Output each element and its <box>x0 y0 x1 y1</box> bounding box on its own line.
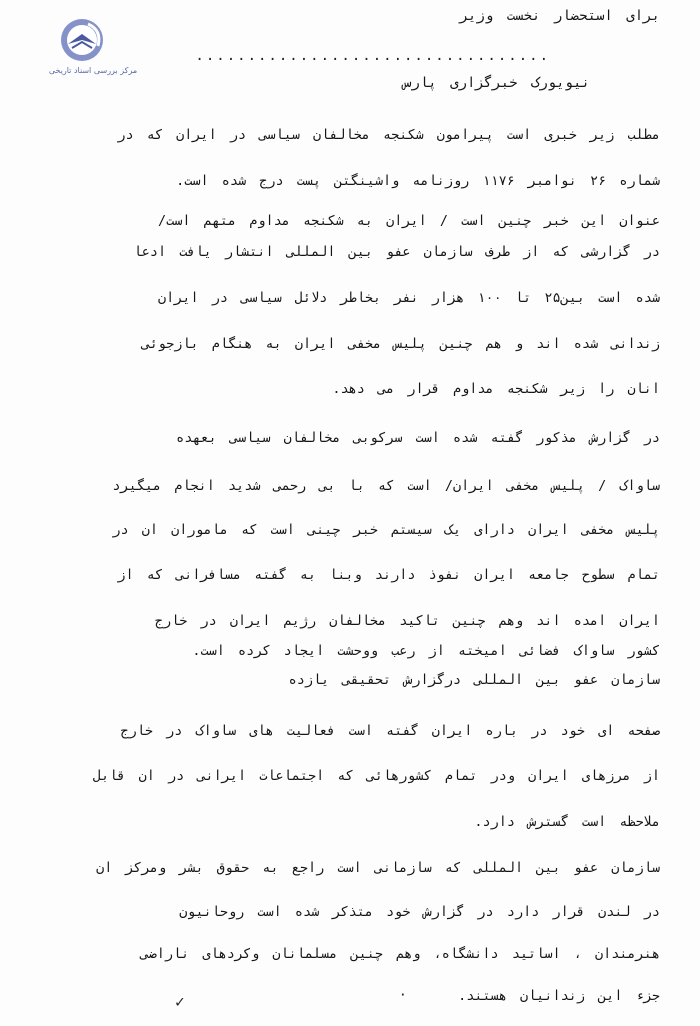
body-line: عنوان این خبر چنین است / ایران به شکنجه مداوم متهم است/ <box>157 213 660 229</box>
body-line: در گزارشی که از طرف سازمان عفو بین المللی انتشار یافت ادعا <box>133 244 660 260</box>
margin-check-mark: ✓ <box>175 992 185 1011</box>
body-line: انان را زیر شکنجه مداوم قرار می دهد. <box>332 381 660 397</box>
source-line: نیویورک خبرگزاری پارس <box>402 75 590 91</box>
body-line: ملاحظه است گسترش دارد. <box>474 814 660 830</box>
logo-caption: مرکز بررسی اسناد تاریخی <box>48 66 138 75</box>
archive-logo <box>28 18 158 78</box>
body-line: تمام سطوح جامعه ایران نفوذ دارند وبنا به گفته مسافرانی که از <box>117 567 660 583</box>
separator-dots: .................................. <box>195 48 550 64</box>
body-line: پلیس مخفی ایران دارای یک سیستم خبر چینی است که ماموران ان در <box>112 522 660 538</box>
body-line: در لندن قرار دارد در گزارش خود متذکر شده است روحانیون <box>179 904 660 920</box>
body-line: سازمان عفو بین المللی درگزارش تحقیقی یازده <box>288 672 660 688</box>
body-line: صفحه ای خود در باره ایران گفته است فعالیت های ساواک در خارج <box>120 723 660 739</box>
body-line: شده است بین۲۵ تا ۱۰۰ هزار نفر بخاطر دلائل سیاسی در ایران <box>157 290 660 306</box>
book-emblem-icon <box>58 18 106 62</box>
body-line: ایران امده اند وهم چنین تاکید مخالفان رژیم ایران در خارج <box>154 613 660 629</box>
body-line: زندانی شده اند و هم چنین پلیس مخفی ایران به هنگام بازجوئی <box>141 336 660 352</box>
body-line: ساواک / پلیس مخفی ایران/ است که با بی رحمی شدید انجام میگیرد <box>112 478 660 494</box>
body-line: از مرزهای ایران ودر تمام کشورهائی که اجتماعات ایرانی در ان قابل <box>92 768 660 784</box>
margin-dot-mark: ۰ <box>398 984 408 1003</box>
body-line: جزء این زندانیان هستند. <box>458 988 660 1004</box>
body-line: کشور ساواک فضائی امیخته از رعب ووحشت ایجاد کرده است. <box>192 643 660 659</box>
body-line: سازمان عفو بین المللی که سازمانی است راجع به حقوق بشر ومرکز ان <box>96 860 660 876</box>
body-line: هنرمندان ، اساتید دانشگاه، وهم چنین مسلمانان وکردهای ناراضی <box>140 946 660 962</box>
body-line: مطلب زیر خبری است پیرامون شکنجه مخالفان سیاسی در ایران که در <box>117 127 660 143</box>
addressee-line: برای استحضار نخست وزیر <box>459 8 660 24</box>
body-line: شماره ۲۶ نوامبر ۱۱۷۶ روزنامه واشینگتن پست درج شده است. <box>176 173 660 189</box>
body-line: در گزارش مذکور گفته شده است سرکوبی مخالفان سیاسی بعهده <box>176 430 660 446</box>
